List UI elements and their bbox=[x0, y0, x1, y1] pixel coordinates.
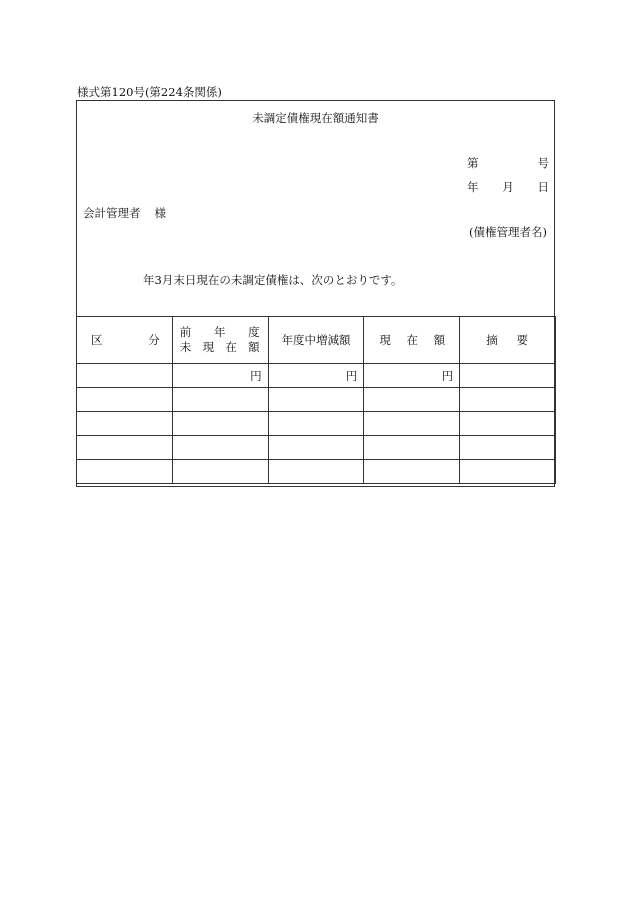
table-row bbox=[77, 436, 556, 460]
header-char: 現 bbox=[202, 340, 215, 354]
header-change bbox=[268, 317, 364, 364]
number-prefix: 第 bbox=[467, 156, 479, 170]
cell-prev-year[interactable] bbox=[172, 436, 268, 460]
date-year: 年 bbox=[467, 180, 479, 194]
header-char: 在 bbox=[406, 333, 419, 347]
header-char: 度 bbox=[248, 325, 260, 339]
cell-current[interactable] bbox=[364, 460, 460, 484]
notice-form bbox=[76, 100, 555, 487]
cell-kubun[interactable] bbox=[77, 460, 173, 484]
date-day: 日 bbox=[537, 180, 549, 194]
cell-kubun[interactable] bbox=[77, 436, 173, 460]
cell-change[interactable] bbox=[268, 412, 364, 436]
addressee bbox=[83, 205, 166, 221]
header-summary bbox=[460, 317, 556, 364]
body-text: 年3月末日現在の未調定債権は、次のとおりです。 bbox=[143, 273, 403, 287]
header-char: 要 bbox=[516, 333, 528, 347]
form-number-label: 様式第120号(第224条関係) bbox=[77, 85, 222, 99]
table-row bbox=[77, 460, 556, 484]
cell-current[interactable] bbox=[364, 388, 460, 412]
cell-prev-year[interactable] bbox=[172, 388, 268, 412]
header-kubun-char: 区 bbox=[91, 333, 103, 347]
document-title: 未調定債権現在額通知書 bbox=[252, 111, 379, 125]
header-prev-year-line2 bbox=[180, 340, 260, 355]
header-char: 年 bbox=[213, 325, 226, 339]
creditor-manager-name: (債権管理者名) bbox=[469, 225, 547, 239]
receivables-table bbox=[76, 316, 556, 484]
cell-summary[interactable] bbox=[460, 364, 556, 388]
header-prev-year-line1 bbox=[180, 325, 260, 340]
cell-prev-year[interactable] bbox=[172, 412, 268, 436]
cell-change[interactable] bbox=[268, 436, 364, 460]
document-number-line bbox=[467, 155, 549, 171]
header-change-label: 年度中増減額 bbox=[281, 333, 351, 347]
cell-current[interactable] bbox=[364, 412, 460, 436]
date-month: 月 bbox=[502, 180, 514, 194]
header-kubun-char: 分 bbox=[148, 333, 160, 347]
cell-kubun[interactable] bbox=[77, 364, 173, 388]
cell-summary[interactable] bbox=[460, 388, 556, 412]
header-char: 摘 bbox=[486, 333, 498, 347]
cell-kubun[interactable] bbox=[77, 388, 173, 412]
cell-summary[interactable] bbox=[460, 436, 556, 460]
header-char: 額 bbox=[248, 340, 260, 354]
cell-change[interactable] bbox=[268, 388, 364, 412]
cell-prev-year[interactable]: 円 bbox=[172, 364, 268, 388]
cell-summary[interactable] bbox=[460, 460, 556, 484]
cell-summary[interactable] bbox=[460, 412, 556, 436]
date-line bbox=[467, 179, 549, 195]
table-header-row bbox=[77, 317, 556, 364]
header-prev-year-balance bbox=[172, 317, 268, 364]
cell-change[interactable]: 円 bbox=[268, 364, 364, 388]
header-char: 前 bbox=[179, 325, 192, 339]
addressee-name: 会計管理者 bbox=[83, 206, 141, 220]
table-row bbox=[77, 364, 556, 388]
header-kubun bbox=[77, 317, 173, 364]
cell-kubun[interactable] bbox=[77, 412, 173, 436]
header-char: 在 bbox=[225, 340, 237, 354]
cell-change[interactable] bbox=[268, 460, 364, 484]
number-suffix: 号 bbox=[537, 156, 549, 170]
table-row bbox=[77, 388, 556, 412]
cell-current[interactable] bbox=[364, 436, 460, 460]
header-char: 額 bbox=[433, 333, 446, 347]
cell-prev-year[interactable] bbox=[172, 460, 268, 484]
header-char: 現 bbox=[379, 333, 391, 347]
addressee-honorific: 様 bbox=[154, 206, 166, 220]
cell-current[interactable]: 円 bbox=[364, 364, 460, 388]
header-current bbox=[364, 317, 460, 364]
header-char: 未 bbox=[179, 340, 192, 354]
table-row bbox=[77, 412, 556, 436]
